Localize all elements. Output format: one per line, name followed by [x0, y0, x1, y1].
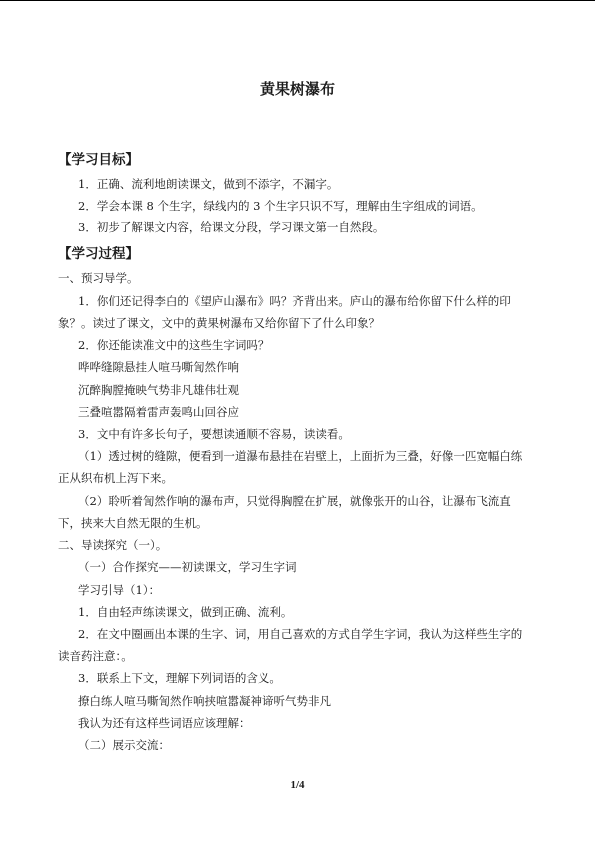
paragraph-line: 2．你还能读准文中的这些生字词吗？ [78, 338, 270, 352]
paragraph-line: （一）合作探究——初读课文，学习生字词 [78, 560, 297, 574]
paragraph-line: 3．联系上下文，理解下列词语的含义。 [78, 671, 281, 685]
goal-item: 2．学会本课 8 个生字，绿线内的 3 个生字只识不写，理解由生字组成的词语。 [78, 199, 483, 213]
section-heading-goals: 【学习目标】 [58, 152, 139, 168]
paragraph-line: （二）展示交流： [78, 738, 170, 752]
section-step: 二、导读探究（一）。 [58, 538, 168, 552]
paragraph-line: 我认为还有这样些词语应该理解： [78, 716, 251, 730]
paragraph-line: 1．自由轻声练读课文，做到正确、流利。 [78, 605, 293, 619]
vocab-line: 三叠喧嚣隔着雷声轰鸣山回谷应 [78, 405, 239, 419]
paragraph-line: 正从织布机上泻下来。 [58, 471, 173, 485]
document-title: 黄果树瀑布 [259, 80, 335, 98]
goal-item: 3．初步了解课文内容，给课文分段，学习课文第一自然段。 [78, 220, 385, 234]
goal-item: 1．正确、流利地朗读课文，做到不添字，不漏字。 [78, 177, 339, 191]
paragraph-line: 读音药注意：。 [58, 649, 133, 663]
paragraph-line: 3．文中有许多长句子，要想读通顺不容易，读读看。 [78, 427, 350, 441]
paragraph-line: 1．你们还记得李白的《望庐山瀑布》吗？齐背出来。庐山的瀑布给你留下什么样的印 [78, 294, 511, 308]
paragraph-line: 下，挟来大自然无限的生机。 [58, 516, 208, 530]
vocab-line: 撩白练人喧马嘶訇然作响挟喧嚣凝神谛听气势非凡 [78, 694, 331, 708]
section-heading-process: 【学习过程】 [58, 246, 139, 262]
vocab-line: 哗哗缝隙悬挂人喧马嘶訇然作响 [78, 360, 239, 374]
paragraph-line: 2．在文中圈画出本课的生字、词，用自己喜欢的方式自学生字词，我认为这样些生字的 [78, 627, 523, 641]
header-rule [0, 0, 595, 1]
paragraph-line: （2）聆听着訇然作响的瀑布声，只觉得胸膛在扩展，就像张开的山谷，让瀑布飞流直 [78, 494, 511, 508]
section-step: 一、预习导学。 [58, 271, 139, 285]
paragraph-line: 学习引导（1）： [78, 583, 161, 597]
paragraph-line: （1）透过树的缝隙，便看到一道瀑布悬挂在岩壁上，上面折为三叠，好像一匹宽幅白练 [78, 449, 523, 463]
page-number: 1/4 [290, 779, 305, 791]
paragraph-line: 象？。读过了课文，文中的黄果树瀑布又给你留下了什么印象？ [58, 316, 380, 330]
vocab-line: 沉醉胸膛掩映气势非凡雄伟壮观 [78, 383, 239, 397]
